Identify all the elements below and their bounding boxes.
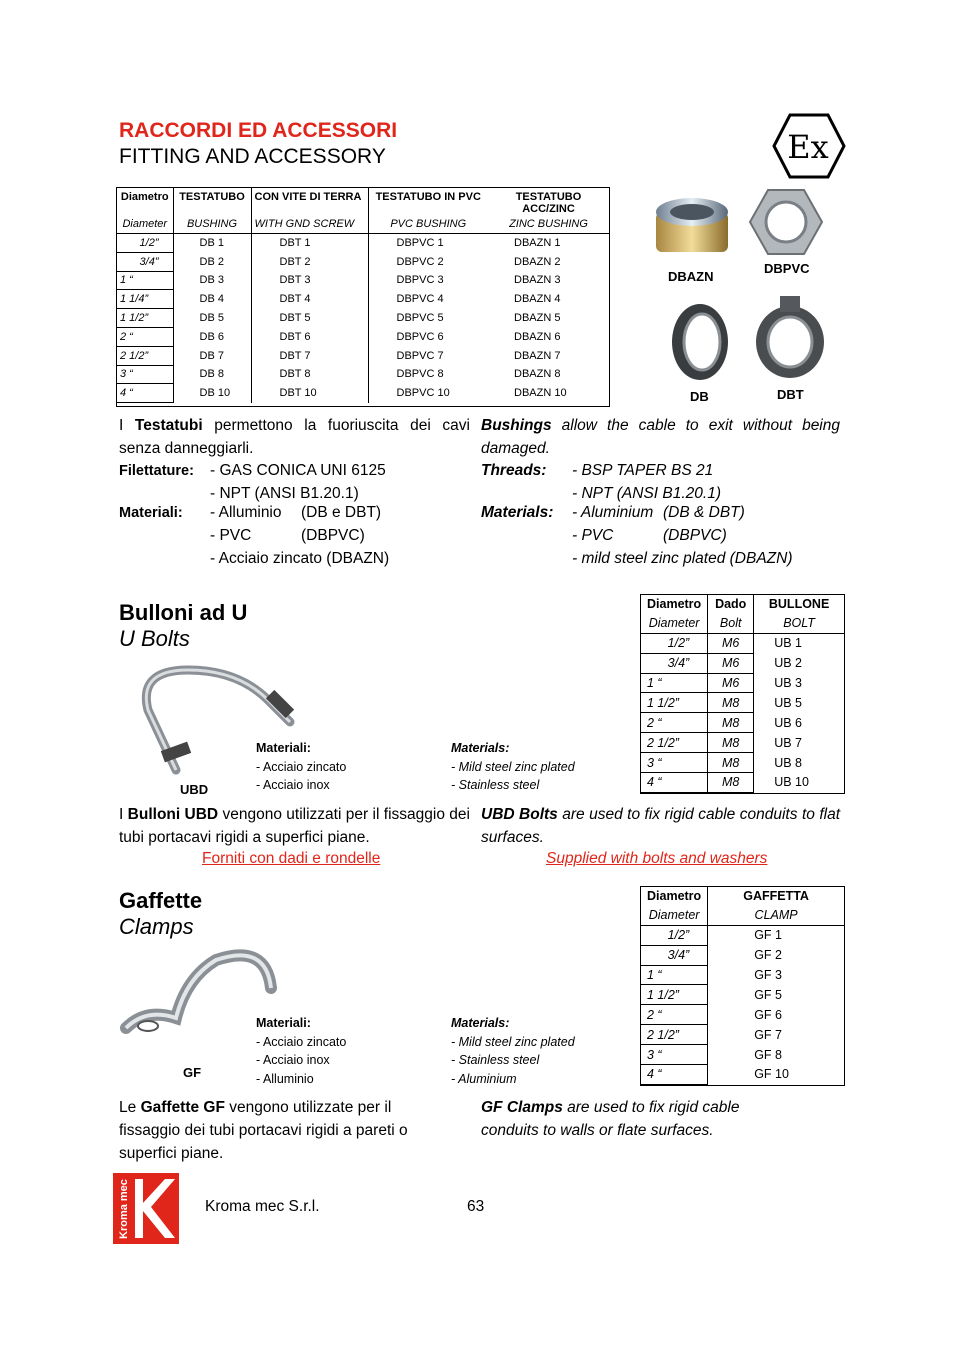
table-cell: DBAZN 6 bbox=[514, 330, 561, 343]
table-cell: DBT 4 bbox=[251, 290, 368, 309]
table-cell: GF 1 bbox=[754, 928, 782, 943]
dbazn-fitting-image bbox=[650, 190, 734, 260]
table-row bbox=[117, 327, 609, 346]
threads-en: Threads: - BSP TAPER BS 21 - NPT (ANSI B1.20.1) bbox=[481, 462, 722, 502]
table-cell: DBAZN 10 bbox=[514, 387, 567, 400]
table-cell: 3/4” bbox=[641, 653, 708, 673]
table-cell: DB 2 bbox=[173, 252, 251, 271]
table-cell: M8 bbox=[708, 753, 754, 773]
table-cell: DBT 5 bbox=[251, 309, 368, 328]
table-cell: 3/4” bbox=[641, 945, 708, 965]
col-header: TESTATUBO bbox=[173, 188, 251, 215]
table-cell: DBPVC 2 bbox=[396, 255, 444, 268]
col-subheader: BOLT bbox=[754, 614, 844, 633]
table-cell: UB 2 bbox=[774, 656, 802, 671]
col-subheader: Bolt bbox=[708, 614, 754, 633]
col-header: Dado bbox=[708, 595, 754, 614]
bushings-description-en: Bushings allow the cable to exit without being damaged. bbox=[481, 417, 840, 457]
table-cell: 1/2” bbox=[641, 633, 708, 653]
ubolts-materials-en: Materials: - Mild steel zinc plated - Stainless steel bbox=[451, 741, 575, 792]
title-italian: RACCORDI ED ACCESSORI bbox=[119, 119, 398, 142]
table-cell: 2 1/2” bbox=[641, 733, 708, 753]
table-cell: DB 4 bbox=[173, 290, 251, 309]
clamps-materials-en: Materials: - Mild steel zinc plated - Stainless steel - Aluminium bbox=[451, 1016, 575, 1086]
table-cell: DBT 8 bbox=[251, 365, 368, 384]
table-cell: GF 2 bbox=[754, 948, 782, 963]
db-label: DB bbox=[690, 389, 709, 404]
col-subheader: Diameter bbox=[641, 614, 708, 633]
ubolts-materials-it: Materiali: - Acciaio zincato - Acciaio inox bbox=[256, 741, 347, 792]
kroma-mec-logo bbox=[113, 1173, 179, 1244]
table-cell: DB 1 bbox=[173, 234, 251, 253]
table-cell: DBAZN 3 bbox=[514, 274, 561, 287]
table-cell: DB 6 bbox=[173, 327, 251, 346]
table-cell: UB 8 bbox=[774, 755, 802, 770]
table-cell: DBAZN 8 bbox=[514, 368, 561, 381]
table-row bbox=[117, 290, 609, 309]
table-cell: 4 “ bbox=[641, 1065, 708, 1085]
col-header: CON VITE DI TERRA bbox=[251, 188, 368, 215]
table-cell: UB 10 bbox=[774, 775, 809, 790]
table-row bbox=[641, 773, 844, 793]
table-cell: GF 7 bbox=[754, 1027, 782, 1042]
table-cell: 1/2” bbox=[641, 925, 708, 945]
dbazn-label: DBAZN bbox=[668, 269, 714, 284]
table-cell: M6 bbox=[708, 653, 754, 673]
ubolts-table bbox=[640, 594, 845, 794]
table-row bbox=[641, 945, 844, 965]
table-row bbox=[641, 753, 844, 773]
table-cell: DBAZN 1 bbox=[514, 237, 561, 250]
table-cell: DBPVC 5 bbox=[396, 312, 444, 325]
table-row bbox=[117, 252, 609, 271]
col-subheader: BUSHING bbox=[173, 215, 251, 234]
table-row bbox=[641, 633, 844, 653]
table-row bbox=[641, 1005, 844, 1025]
clamps-table bbox=[640, 886, 845, 1086]
table-cell: DBPVC 10 bbox=[396, 387, 450, 400]
table-cell: 1 1/2” bbox=[117, 309, 173, 328]
table-cell: M8 bbox=[708, 733, 754, 753]
ex-mark-icon bbox=[772, 112, 846, 180]
table-cell: 1 “ bbox=[117, 271, 173, 290]
table-row bbox=[641, 1025, 844, 1045]
col-header: TESTATUBO ACC/ZINC bbox=[515, 191, 582, 215]
col-subheader: ZINC BUSHING bbox=[488, 215, 609, 234]
company-name: Kroma mec S.r.l. bbox=[205, 1198, 320, 1215]
table-row bbox=[641, 1065, 844, 1085]
gf-label: GF bbox=[183, 1065, 202, 1080]
col-header: Diametro bbox=[641, 595, 708, 614]
table-cell: 1 1/2” bbox=[641, 693, 708, 713]
table-cell: DBAZN 5 bbox=[514, 312, 561, 325]
table-cell: GF 8 bbox=[754, 1047, 782, 1062]
table-row bbox=[117, 271, 609, 290]
col-header: BULLONE bbox=[768, 597, 830, 612]
col-header: GAFFETTA bbox=[743, 889, 809, 904]
clamps-description-en: GF Clamps are used to fix rigid cable conduits to walls or flate surfaces. bbox=[481, 1099, 740, 1139]
col-header: Diametro bbox=[641, 887, 708, 906]
dbpvc-fitting-image bbox=[748, 186, 824, 258]
table-cell: DBPVC 7 bbox=[396, 349, 444, 362]
table-cell: 3 “ bbox=[117, 365, 173, 384]
table-row bbox=[641, 713, 844, 733]
table-cell: DB 7 bbox=[173, 346, 251, 365]
title-english: FITTING AND ACCESSORY bbox=[119, 145, 386, 168]
table-cell: M6 bbox=[708, 673, 754, 693]
table-cell: DBT 7 bbox=[251, 346, 368, 365]
col-subheader: WITH GND SCREW bbox=[251, 215, 368, 234]
page-number: 63 bbox=[467, 1198, 485, 1215]
table-cell: GF 3 bbox=[754, 968, 782, 982]
col-subheader: Diameter bbox=[117, 215, 173, 234]
table-cell: UB 5 bbox=[774, 695, 802, 710]
table-cell: M8 bbox=[708, 773, 754, 793]
table-row bbox=[117, 365, 609, 384]
table-row bbox=[641, 925, 844, 945]
ubolts-description-en: UBD Bolts are used to fix rigid cable conduits to flat surfaces. bbox=[481, 806, 840, 846]
dbt-fitting-image bbox=[750, 292, 830, 382]
table-cell: M8 bbox=[708, 693, 754, 713]
table-cell: DBPVC 4 bbox=[396, 293, 444, 306]
dbt-label: DBT bbox=[777, 387, 804, 402]
clamps-materials-it: Materiali: - Acciaio zincato - Acciaio inox - Alluminio bbox=[256, 1016, 347, 1086]
ubolts-title-it: Bulloni ad U bbox=[119, 600, 248, 625]
table-row bbox=[641, 733, 844, 753]
table-cell: GF 6 bbox=[754, 1007, 782, 1022]
clamps-title-en: Clamps bbox=[119, 914, 194, 939]
col-header: TESTATUBO IN PVC bbox=[375, 191, 481, 203]
table-cell: 1 1/4” bbox=[117, 290, 173, 309]
col-subheader: CLAMP bbox=[708, 906, 844, 925]
table-cell: 1 “ bbox=[641, 965, 708, 985]
bushings-description-it: I Testatubi permettono la fuoriuscita dei cavi senza danneggiarli. bbox=[119, 417, 470, 457]
table-row bbox=[641, 653, 844, 673]
table-cell: DB 8 bbox=[173, 365, 251, 384]
table-cell: 2 “ bbox=[117, 327, 173, 346]
supplied-note-en: Supplied with bolts and washers bbox=[546, 850, 768, 867]
table-cell: DBT 1 bbox=[251, 234, 368, 253]
fittings-table bbox=[116, 187, 610, 407]
table-cell: 3 “ bbox=[641, 753, 708, 773]
table-cell: 2 1/2” bbox=[641, 1025, 708, 1045]
table-cell: DBAZN 7 bbox=[514, 349, 561, 362]
table-cell: DB 3 bbox=[173, 271, 251, 290]
table-cell: DB 10 bbox=[173, 384, 251, 403]
table-cell: DBAZN 2 bbox=[514, 255, 561, 268]
table-cell: DB 5 bbox=[173, 309, 251, 328]
table-cell: 3/4” bbox=[117, 252, 173, 271]
table-cell: 2 1/2” bbox=[117, 346, 173, 365]
table-cell: DBPVC 8 bbox=[396, 368, 444, 381]
ubolts-description-it: I Bulloni UBD vengono utilizzati per il fissaggio dei tubi portacavi rigidi a superfici piane. bbox=[119, 806, 470, 846]
table-row bbox=[641, 693, 844, 713]
table-cell: UB 3 bbox=[774, 676, 802, 690]
table-cell: M8 bbox=[708, 713, 754, 733]
table-row bbox=[117, 384, 609, 403]
table-cell: DBT 6 bbox=[251, 327, 368, 346]
table-row bbox=[641, 985, 844, 1005]
ubd-label: UBD bbox=[180, 782, 209, 797]
col-subheader: PVC BUSHING bbox=[368, 215, 488, 234]
table-row bbox=[117, 309, 609, 328]
table-row bbox=[117, 346, 609, 365]
table-row bbox=[117, 234, 609, 253]
ubolts-title-en: U Bolts bbox=[119, 626, 190, 651]
table-cell: 1/2” bbox=[117, 234, 173, 253]
clamps-title-it: Gaffette bbox=[119, 888, 203, 913]
table-cell: 1 1/2” bbox=[641, 985, 708, 1005]
table-cell: 3 “ bbox=[641, 1045, 708, 1065]
table-row bbox=[641, 673, 844, 693]
svg-text:Kroma mec: Kroma mec bbox=[118, 1179, 130, 1239]
table-cell: 4 “ bbox=[641, 773, 708, 793]
table-cell: 1 “ bbox=[641, 673, 708, 693]
col-subheader: Diameter bbox=[641, 906, 708, 925]
table-row bbox=[641, 1045, 844, 1065]
table-cell: UB 6 bbox=[774, 715, 802, 730]
clamps-description-it: Le Gaffette GF vengono utilizzate per il fissaggio dei tubi portacavi rigidi a pareti o superfici piane. bbox=[119, 1099, 408, 1162]
table-cell: DBPVC 3 bbox=[396, 274, 444, 287]
table-cell: DBT 10 bbox=[251, 384, 368, 403]
col-header: Diametro bbox=[117, 188, 173, 215]
dbpvc-label: DBPVC bbox=[764, 261, 810, 276]
table-cell: DBPVC 1 bbox=[396, 237, 444, 250]
table-cell: GF 10 bbox=[754, 1067, 789, 1082]
table-cell: GF 5 bbox=[754, 987, 782, 1002]
table-cell: DBAZN 4 bbox=[514, 293, 561, 306]
table-cell: 2 “ bbox=[641, 1005, 708, 1025]
table-cell: UB 1 bbox=[774, 636, 802, 651]
table-cell: M6 bbox=[708, 633, 754, 653]
table-cell: 2 “ bbox=[641, 713, 708, 733]
table-cell: UB 7 bbox=[774, 735, 802, 750]
table-cell: DBPVC 6 bbox=[396, 330, 444, 343]
table-cell: DBT 2 bbox=[251, 252, 368, 271]
supplied-note-it: Forniti con dadi e rondelle bbox=[202, 850, 381, 867]
threads-it: Filettature: - GAS CONICA UNI 6125 - NPT (ANSI B1.20.1) bbox=[119, 462, 386, 502]
materials-en: Materials: - Aluminium (DB & DBT) - PVC (DBPVC) - mild steel zinc plated (DBAZN) bbox=[481, 504, 793, 567]
table-cell: DBT 3 bbox=[251, 271, 368, 290]
materials-it: Materiali: - Alluminio (DB e DBT) - PVC (DBPVC) - Acciaio zincato (DBAZN) bbox=[119, 504, 390, 567]
table-cell: 4 “ bbox=[117, 384, 173, 403]
db-fitting-image bbox=[668, 300, 732, 384]
svg-text:Ex: Ex bbox=[787, 128, 829, 166]
table-row bbox=[641, 965, 844, 985]
